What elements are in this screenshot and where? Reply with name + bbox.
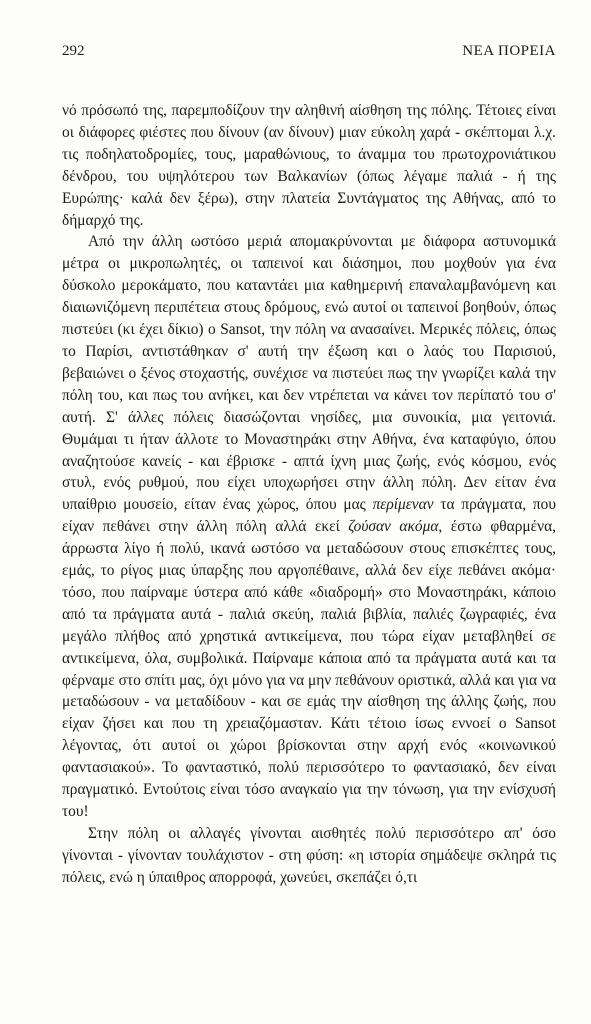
text-run: Από την άλλη ωστόσο μεριά απομακρύνονται με διάφορα αστυνομικά μέτρα οι μικροπωλητές, οι ταπεινοί και διάσημοι, που μοχθούν για ένα δύσκολο μεροκάματο, που καταντάει μια καθημερινή επαναλαμβανόμενη και διαιωνιζόμενη περιπέτεια στους δρόμους, ενώ αυτοί οι ταπεινοί βοηθούν, όπως πιστεύει (κι έχει δίκιο) ο Sansot, την πόλη να ανασαίνει. Μερικές πόλεις, όπως το Παρίσι, αντιστάθηκαν σ' αυτή την έξωση και ο λαός του Παρισιού, βεβαιώνει ο ξένος στοχαστής, συνέχισε να πιστεύει πως την γνωρίζει καλά την πόλη του, και πως του ανήκει, και δεν ντρέπεται να κάνει τον περίπατό του σ' αυτή. Σ' άλλες πόλεις διασώζονται νησίδες, μια συνοικία, μια γειτονιά. Θυμάμαι τι ήταν άλλοτε το Μοναστηράκι στην Αθήνα, ένα καταφύγιο, όπου αναζητούσε κανείς - και έβρισκε - απτά ίχνη μιας ζωής, ενός κόσμου, ενός στυλ, ενός ρυθμού, που είχει υποχωρήσει στην άλλη πόλη. Δεν είταν ένα υπαίθριο μουσείο, είταν ένας χώρος, όπου μας (62, 233, 556, 514)
paragraph-1 (62, 100, 556, 231)
body-text (62, 100, 556, 889)
running-title: ΝΕΑ ΠΟΡΕΙΑ (462, 43, 556, 59)
page-number: 292 (62, 43, 85, 59)
running-head (62, 40, 556, 62)
italic-emphasis: ζούσαν ακόμα (348, 518, 439, 536)
text-run: , έστω φθαρμένα, άρρωστα λίγο ή πολύ, ικανά ωστόσο να μεταδώσουν στους επισκέπτες τους, εμάς, το ρίγος μιας ύπαρξης που αργοπέθαινε, αλλά δεν είχε πεθάνει ακόμα· τόσο, που παίρναμε ύστερα από κάθε «διαδρομή» στο Μοναστηράκι, κάποιο από τα πράγματα αυτά - παλιά σκεύη, παλιά βιβλία, παλιές ζωγραφιές, ένα μεγάλο πλήθος από χρηστικά αντικείμενα, που τώρα είχαν μεταβληθεί σε αντικείμενα, όλα, συμβολικά. Παίρναμε κάποια από τα πράγματα αυτά και τα φέρναμε στο σπίτι μας, όχι μόνο για να μην πεθάνουν οριστικά, αλλά και για να μεταδώσουν - να μεταδίδουν - και σε εμάς την αίσθηση της άλλης ζωής, που είχαν ζήσει και που τη χρειαζόμασταν. Κάτι τέτοιο ίσως εννοεί ο Sansot λέγοντας, ότι αυτοί οι χώροι βρίσκονται στην αρχή ενός «κοινωνικού φαντασιακού». Το φανταστικό, πολύ περισσότερο το φαντασιακό, δεν είναι πραγματικό. Εντούτοις είναι τόσο αναγκαίο για την τόνωση, για την ενίσχυσή του! (62, 518, 557, 820)
italic-emphasis: περίμεναν (372, 496, 434, 514)
text-run: νό πρόσωπό της, παρεμποδίζουν την αληθινή αίσθηση της πόλης. Τέτοιες είναι οι διάφορες φιέστες που δίνουν (αν δίνουν) μιαν εύκολη χαρά - σκέπτομαι λ.χ. τις ποδηλατοδρομίες, τους, μαραθώνιους, το άναμμα του πρωτοχρονιάτικου δένδρου, του υψηλότερου των Βαλκανίων (όπως λέγαμε παλιά - ή της Ευρώπης· καλά δεν ξέρω), στην πλατεία Συντάγματος της Αθήνας, από το δήμαρχό της. (62, 102, 556, 229)
paragraph-2 (62, 231, 556, 822)
paragraph-3 (62, 823, 556, 889)
text-run: τα πράγματα, που είχαν πεθάνει στην άλλη πόλη αλλά εκεί (62, 496, 557, 536)
text-run: Στην πόλη οι αλλαγές γίνονται αισθητές πολύ περισσότερο απ' όσο γίνονται - γίνονταν τουλάχιστον - στη φύση: «η ιστορία σημάδεψε σκληρά τις πόλεις, ενώ η ύπαιθρος απορροφά, χωνεύει, σκεπάζει ό,τι (62, 824, 556, 886)
